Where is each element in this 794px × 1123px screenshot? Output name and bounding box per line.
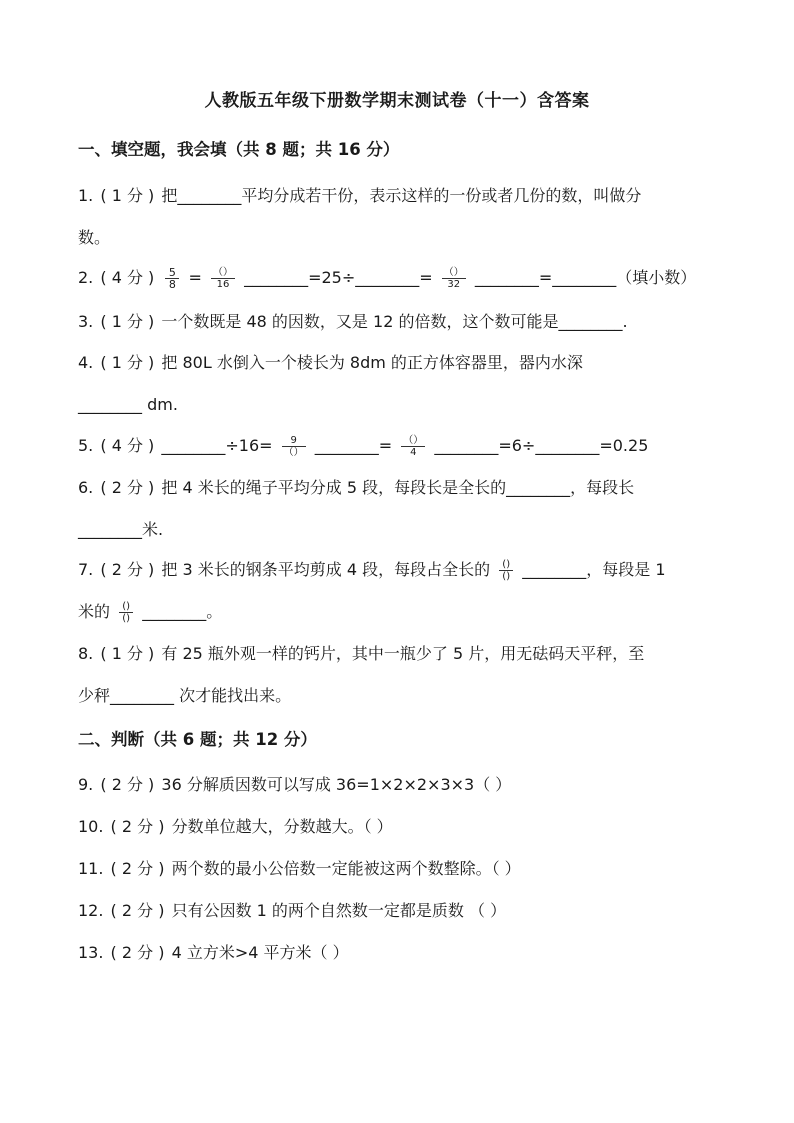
question-text: ________=6÷________=0.25 (434, 436, 649, 455)
question-score: ( 1 分 ) (100, 644, 155, 663)
fraction-denominator: () (502, 571, 511, 582)
question-3 (78, 310, 734, 334)
question-8-continued: 少秤________ 次才能找出来。 (78, 686, 292, 705)
question-4 (78, 351, 734, 375)
question-text: 分数单位越大，分数越大。（ ） (171, 817, 393, 836)
question-4-continued: ________ dm. (78, 395, 178, 414)
question-text: 两个数的最小公倍数一定能被这两个数整除。（ ） (171, 859, 521, 878)
question-number: 3. (78, 312, 94, 331)
page-title: 人教版五年级下册数学期末测试卷（十一）含答案 (204, 91, 590, 111)
question-text: 米的 (78, 602, 111, 621)
question-text: 只有公因数 1 的两个自然数一定都是质数 （ ） (171, 901, 507, 920)
question-13 (78, 941, 734, 965)
question-text: 36 分解质因数可以写成 36=1×2×2×3×3（ ） (161, 775, 512, 794)
question-score: ( 2 分 ) (100, 560, 155, 579)
question-6-continued: ________米. (78, 520, 164, 539)
question-text: ________÷16= (161, 436, 273, 455)
fraction-numerator: () (502, 559, 511, 570)
question-score: ( 2 分 ) (100, 478, 155, 497)
question-text: ________=________（填小数） (474, 268, 697, 287)
question-7 (78, 558, 734, 582)
question-number: 4. (78, 353, 94, 372)
fraction-numerator: 9 (290, 435, 297, 446)
fraction-denominator: 8 (168, 278, 176, 291)
question-score: ( 2 分 ) (100, 775, 155, 794)
section-heading-fill-in: 一、填空题，我会填（共 8 题；共 16 分） (78, 140, 400, 159)
question-text: ________=25÷________= (244, 268, 433, 287)
fraction (211, 267, 235, 290)
question-number: 10. (78, 817, 104, 836)
question-score: ( 2 分 ) (110, 859, 165, 878)
question-7-continued (78, 600, 734, 624)
question-6 (78, 476, 734, 500)
question-number: 6. (78, 478, 94, 497)
question-number: 11. (78, 859, 104, 878)
question-text: 把 3 米长的钢条平均剪成 4 段，每段占全长的 (161, 560, 491, 579)
fraction (442, 267, 466, 290)
question-score: ( 4 分 ) (100, 436, 155, 455)
equals-sign: = (188, 268, 202, 287)
question-score: ( 2 分 ) (110, 943, 165, 962)
fraction (401, 435, 425, 458)
question-text: ________= (314, 436, 393, 455)
question-score: ( 2 分 ) (110, 817, 165, 836)
question-text: 把 80L 水倒入一个棱长为 8dm 的正方体容器里，器内水深 (161, 353, 583, 372)
question-1-continued: 数。 (78, 228, 111, 247)
question-text: ________。 (142, 602, 223, 621)
fraction (499, 559, 513, 582)
question-11 (78, 857, 734, 881)
fraction (165, 267, 179, 290)
question-text: 4 立方米>4 平方米（ ） (171, 943, 349, 962)
question-score: ( 1 分 ) (100, 353, 155, 372)
question-10 (78, 815, 734, 839)
fraction-denominator: () (122, 613, 131, 624)
question-number: 2. (78, 268, 94, 287)
question-score: ( 1 分 ) (100, 186, 155, 205)
question-text: 把________平均分成若干份，表示这样的一份或者几份的数，叫做分 (161, 186, 642, 205)
section-heading-true-false: 二、判断（共 6 题；共 12 分） (78, 730, 317, 749)
question-score: ( 1 分 ) (100, 312, 155, 331)
fraction-numerator: () (122, 601, 131, 612)
question-1 (78, 184, 734, 208)
question-number: 5. (78, 436, 94, 455)
fraction (119, 601, 133, 624)
question-number: 12. (78, 901, 104, 920)
fraction-denominator: 32 (447, 279, 461, 290)
question-text: 把 4 米长的绳子平均分成 5 段，每段长是全长的________，每段长 (161, 478, 635, 497)
question-number: 8. (78, 644, 94, 663)
question-8 (78, 642, 734, 666)
fraction-numerator: （） (403, 435, 424, 446)
question-number: 1. (78, 186, 94, 205)
question-2 (78, 266, 734, 290)
fraction-numerator: 5 (168, 266, 176, 279)
fraction-denominator: 4 (410, 447, 417, 458)
question-score: ( 4 分 ) (100, 268, 155, 287)
question-9 (78, 773, 734, 797)
fraction-numerator: （） (443, 267, 464, 278)
fraction-denominator: （） (283, 447, 304, 458)
question-text: ________，每段是 1 (522, 560, 666, 579)
fraction (282, 435, 306, 458)
question-score: ( 2 分 ) (110, 901, 165, 920)
question-number: 7. (78, 560, 94, 579)
question-number: 9. (78, 775, 94, 794)
question-text: 有 25 瓶外观一样的钙片，其中一瓶少了 5 片，用无砝码天平秤，至 (161, 644, 645, 663)
question-12 (78, 899, 734, 923)
fraction-numerator: （） (212, 267, 233, 278)
question-text: 一个数既是 48 的因数，又是 12 的倍数，这个数可能是________. (161, 312, 628, 331)
question-number: 13. (78, 943, 104, 962)
question-5 (78, 434, 734, 458)
fraction-denominator: 16 (216, 279, 230, 290)
